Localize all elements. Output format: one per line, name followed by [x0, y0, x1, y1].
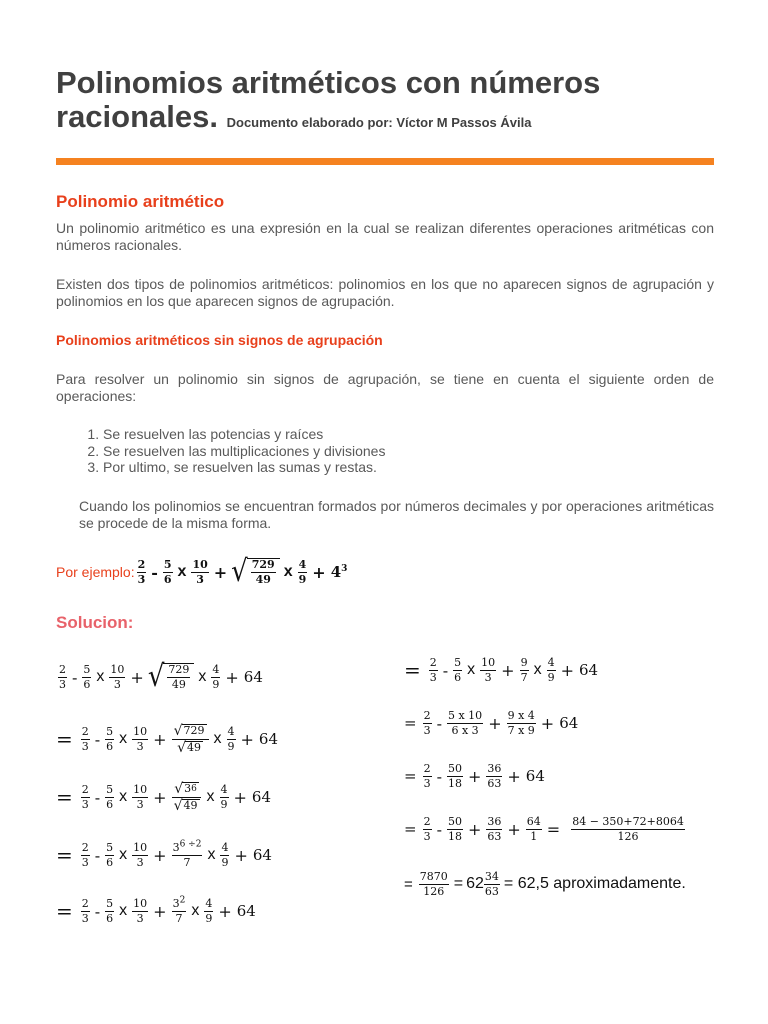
fraction: $\frac{5}{6}$: [163, 557, 172, 586]
solution-step-1: $\frac{2}{3}$ - $\frac{5}{6}$ x $\frac{10}{3}$ + √ $\frac{729}{49}$ x $\frac{4}{9}$ + 64: [59, 659, 263, 695]
final-result-text: = 62,5 aproximadamente.: [503, 875, 686, 892]
list-item: 2. Se resuelven las multiplicaciones y divisiones: [103, 443, 385, 460]
solution-step-3: = $\frac{2}{3}$ - $\frac{5}{6}$ x $\frac{10}{3}$ + √ 3 6 √ 49 x $\frac{4}{9}$ + 64: [56, 780, 271, 814]
types-paragraph: Existen dos tipos de polinomios aritméticos: polinomios en los que no aparecen signos de agrupación y polinomios en los que aparecen signos de agrupación.: [56, 276, 714, 309]
order-paragraph: Para resolver un polinomio sin signos de agrupación, se tiene en cuenta el siguiente orden de operaciones:: [56, 371, 714, 404]
decimal-paragraph: Cuando los polinomios se encuentran formados por números decimales y por operaciones aritméticas se procede de la misma forma.: [79, 498, 714, 531]
example-expression: Por ejemplo: $\frac{2}{3}$ - $\frac{5}{6}$ x $\frac{10}{3}$ + √ $\frac{729}{49}$ x $\frac{4}{9}$ + $4^3$: [56, 554, 348, 590]
fraction: $\frac{10}{3}$: [192, 557, 208, 586]
subsection-heading: Polinomios aritméticos sin signos de agrupación: [56, 332, 383, 348]
solution-final: = $\frac{7870}{126}$ = 62 $\frac{34}{63}$ = 62,5 aproximadamente.: [404, 869, 686, 898]
fraction: $\frac{4}{9}$: [298, 557, 307, 586]
title-line-1: Polinomios aritméticos con números: [56, 65, 601, 100]
document-title: [56, 66, 736, 140]
solution-step-2: = $\frac{2}{3}$ - $\frac{5}{6}$ x $\frac{10}{3}$ + √ 729 √ 49 x $\frac{4}{9}$ + 64: [56, 722, 278, 756]
section-heading: Polinomio aritmético: [56, 192, 225, 211]
list-item: 1. Se resuelven las potencias y raíces: [103, 426, 385, 443]
solution-step-6: = $\frac{2}{3}$ - $\frac{5}{6}$ x $\frac{10}{3}$ + $\frac{9}{7}$ x $\frac{4}{9}$ + 64: [404, 655, 599, 684]
author-credit: Documento elaborado por: Víctor M Passos Ávila: [226, 115, 532, 130]
solution-step-4: = $\frac{2}{3}$ - $\frac{5}{6}$ x $\frac{10}{3}$ + $\frac{3^{6 \div 2}}{7}$ x $\frac{4}{9}$ + 64: [56, 838, 272, 869]
title-line-2: racionales.: [56, 99, 218, 134]
orange-divider: [56, 158, 714, 165]
solution-heading: Solucion:: [56, 613, 134, 632]
list-item: 3. Por ultimo, se resuelven las sumas y restas.: [103, 459, 385, 476]
solution-step-5: = $\frac{2}{3}$ - $\frac{5}{6}$ x $\frac{10}{3}$ + $\frac{3^2}{7}$ x $\frac{4}{9}$ + 64: [56, 894, 256, 925]
steps-list: [79, 426, 385, 476]
example-label: Por ejemplo:: [56, 564, 135, 580]
solution-step-8: = $\frac{2}{3}$ - $\frac{50}{18}$ + $\frac{36}{63}$ + 64: [404, 761, 545, 790]
square-root: √ $\frac{729}{49}$: [231, 558, 280, 586]
fraction: $\frac{2}{3}$: [137, 557, 146, 586]
solution-step-9: = $\frac{2}{3}$ - $\frac{50}{18}$ + $\frac{36}{63}$ + $\frac{64}{1}$ = $\frac{84 - 350+72+8064}{126}$: [404, 814, 684, 843]
intro-paragraph: Un polinomio aritmético es una expresión en la cual se realizan diferentes operaciones aritméticas con números racionales.: [56, 220, 714, 253]
solution-step-7: = $\frac{2}{3}$ - $\frac{5 x 10}{6 x 3}$ + $\frac{9 x 4}{7 x 9}$ + 64: [404, 708, 579, 737]
